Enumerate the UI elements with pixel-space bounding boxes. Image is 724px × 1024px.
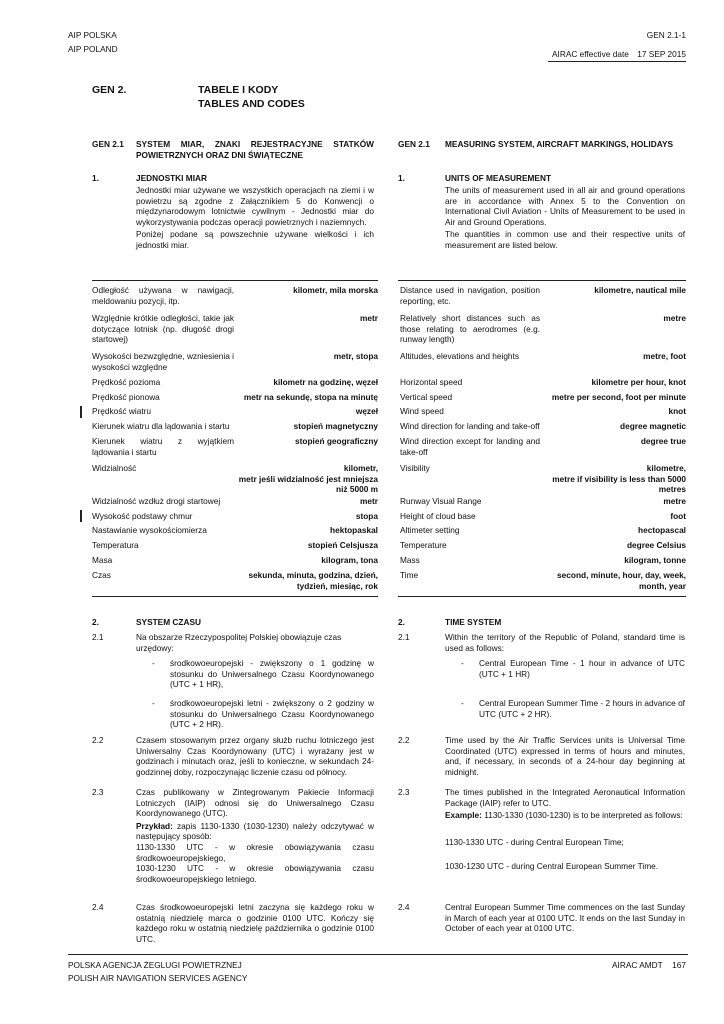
- quantity-pl: Widzialność: [92, 463, 137, 473]
- para-2-2-number-pl: 2.2: [92, 735, 104, 745]
- units-para2-pl: Poniżej podane są powszechnie używane wielkości i ich jednostki miar.: [136, 229, 374, 250]
- footer-rule: [68, 954, 688, 955]
- footer-agency-pl: POLSKA AGENCJA ŻEGLUGI POWIETRZNEJ: [68, 960, 242, 970]
- unit-en: metre, foot: [643, 351, 686, 361]
- units-para2-en: The quantities in common use and their respective units of measurement are listed below.: [445, 229, 685, 250]
- bullet-dash: -: [461, 658, 464, 668]
- unit-en: degree Celsius: [626, 540, 686, 550]
- unit-en: metre: [663, 496, 686, 506]
- quantity-en: Vertical speed: [400, 392, 453, 402]
- section-code-en: GEN 2.1: [398, 139, 430, 149]
- page-title-pl: TABELE I KODY: [198, 84, 279, 96]
- example-en: [445, 810, 685, 821]
- quantity-en: Temperature: [400, 540, 447, 550]
- example-line1-pl: 1130-1330 UTC - w okresie obowiązywania czasu środkowoeuropejskiego,: [136, 841, 374, 863]
- unit-en: second, minute, hour, day, week, month, year: [557, 570, 686, 591]
- quantity-pl: Wysokość podstawy chmur: [92, 511, 193, 521]
- quantity-en: Height of cloud base: [400, 511, 476, 521]
- change-bar: [80, 406, 82, 418]
- table-top-rule-pl: [92, 280, 378, 281]
- unit-en: degree true: [640, 436, 686, 446]
- para-2-1-number-pl: 2.1: [92, 632, 104, 642]
- para-2-1-en: Within the territory of the Republic of Poland, standard time is used as follows:: [445, 632, 685, 653]
- section-code-pl: GEN 2.1: [92, 139, 124, 149]
- unit-pl: stopień geograficzny: [295, 436, 378, 446]
- time-number-pl: 2.: [92, 617, 99, 627]
- unit-pl: węzeł: [355, 406, 378, 416]
- page-title: [198, 84, 305, 111]
- time-number-en: 2.: [398, 617, 405, 627]
- units-para1-pl: Jednostki miar używane we wszystkich operacjach na ziemi i w powietrzu są zgodne z Załącznikiem 5 do Konwencji o międzynarodowym lotnictwie cywilnym - Jednostki miar do wykorzystywania podczas operacji powietrznych i naziemnych.: [136, 185, 374, 227]
- units-number-pl: 1.: [92, 173, 99, 183]
- quantity-pl: Temperatura: [92, 540, 139, 550]
- quantity-en: Relatively short distances such as those relating to aerodromes (e.g. runway length): [400, 313, 540, 345]
- example-label-pl: Przykład:: [136, 820, 173, 831]
- unit-en: metre per second, foot per minute: [551, 392, 686, 402]
- para-2-1-pl: Na obszarze Rzeczypospolitej Polskiej obowiązuje czas urzędowy:: [136, 632, 342, 653]
- header-rule: [548, 61, 686, 62]
- quantity-pl: Czas: [92, 570, 111, 580]
- quantity-pl: Wysokości bezwzględne, wzniesienia i wysokości względne: [92, 351, 234, 372]
- units-number-en: 1.: [398, 173, 405, 183]
- unit-pl: stopa: [355, 511, 378, 521]
- example-text-pl: zapis 1130-1330 (1030-1230) należy odczytywać w następujący sposób:: [136, 820, 374, 842]
- unit-pl: sekunda, minuta, godzina, dzień, tydzień, miesiąc, rok: [248, 570, 378, 591]
- footer-agency-en: POLISH AIR NAVIGATION SERVICES AGENCY: [68, 973, 248, 983]
- unit-pl: kilogram, tona: [321, 555, 378, 565]
- units-intro-pl: [136, 185, 374, 251]
- quantity-pl: Nastawianie wysokościomierza: [92, 525, 207, 535]
- unit-pl: metr, stopa: [333, 351, 378, 361]
- para-2-3-text-en: The times published in the Integrated Aeronautical Information Package (IAIP) refer to UTC.: [445, 787, 685, 808]
- header-agency-pl: AIP POLSKA: [68, 30, 117, 40]
- bullet-dash: -: [152, 698, 155, 708]
- unit-en: kilogram, tonne: [624, 555, 686, 565]
- unit-pl: kilometr, mila morska: [293, 285, 378, 295]
- unit-en: degree magnetic: [620, 421, 686, 431]
- header-airac-date: 17 SEP 2015: [637, 49, 686, 59]
- table-bottom-rule-pl: [92, 596, 378, 597]
- quantity-pl: Prędkość wiatru: [92, 406, 152, 416]
- unit-pl: kilometr, metr jeśli widzialność jest mniejsza niż 5000 m: [238, 463, 378, 495]
- unit-en: kilometre, metre if visibility is less than 5000 metres: [552, 463, 686, 495]
- bullet-cest-en: Central European Summer Time - 2 hours in advance of UTC (UTC + 2 HR).: [479, 698, 685, 719]
- para-2-3-en: [445, 787, 685, 821]
- units-heading-en: UNITS OF MEASUREMENT: [445, 173, 552, 183]
- quantity-en: Altitudes, elevations and heights: [400, 351, 520, 361]
- unit-en: metre: [663, 313, 686, 323]
- change-bar: [80, 510, 82, 522]
- unit-pl: metr: [360, 313, 378, 323]
- quantity-en: Altimeter setting: [400, 525, 460, 535]
- quantity-pl: Prędkość pionowa: [92, 392, 160, 402]
- example-line2-pl: 1030-1230 UTC - w okresie obowiązywania czasu środkowoeuropejskiego letniego.: [136, 863, 374, 884]
- quantity-en: Horizontal speed: [400, 377, 463, 387]
- table-bottom-rule-en: [398, 596, 686, 597]
- units-intro-en: [445, 185, 685, 251]
- para-2-3-number-pl: 2.3: [92, 787, 104, 797]
- unit-en: kilometre per hour, knot: [591, 377, 686, 387]
- quantity-pl: Kierunek wiatru dla lądowania i startu: [92, 421, 230, 431]
- bullet-dash: -: [461, 698, 464, 708]
- example-line2-en: 1030-1230 UTC - during Central European Summer Time.: [445, 861, 659, 871]
- quantity-en: Time: [400, 570, 419, 580]
- example-label-en: Example:: [445, 810, 482, 821]
- para-2-4-en: Central European Summer Time commences on the last Sunday in March of each year at 0100 UTC. It ends on the last Sunday in October of each year at 0100 UTC.: [445, 902, 685, 934]
- page-title-en: TABLES AND CODES: [198, 97, 305, 110]
- section-title-en: MEASURING SYSTEM, AIRCRAFT MARKINGS, HOLIDAYS: [445, 139, 674, 149]
- para-2-1-number-en: 2.1: [398, 632, 410, 642]
- section-title-pl: SYSTEM MIAR, ZNAKI REJESTRACYJNE STATKÓW POWIETRZNYCH ORAZ DNI ŚWIĄTECZNE: [136, 139, 374, 160]
- unit-pl: stopień Celsjusza: [307, 540, 378, 550]
- page-title-code: GEN 2.: [92, 84, 127, 96]
- bullet-cet-pl: środkowoeuropejski - zwiększony o 1 godzinę w stosunku do Uniwersalnego Czasu Koordynowanego (UTC + 1 HR),: [170, 658, 374, 690]
- example-text-en: 1130-1330 (1030-1230) is to be interpreted as follows:: [484, 810, 683, 821]
- units-para1-en: The units of measurement used in all air and ground operations are in accordance with Annex 5 to the Convention on International Civil Aviation - Units of Measurement to be used in Air and Ground Operations.: [445, 185, 685, 227]
- bullet-cest-pl: środkowoeuropejski letni - zwiększony o 2 godziny w stosunku do Uniwersalnego Czasu Koordynowanego (UTC + 2 HR).: [170, 698, 374, 730]
- para-2-4-number-en: 2.4: [398, 902, 410, 912]
- quantity-en: Distance used in navigation, position reporting, etc.: [400, 285, 540, 306]
- quantity-en: Visibility: [400, 463, 430, 473]
- example-line1-en: 1130-1330 UTC - during Central European Time;: [445, 837, 624, 847]
- quantity-en: Wind speed: [400, 406, 444, 416]
- quantity-pl: Prędkość pozioma: [92, 377, 161, 387]
- units-heading-pl: JEDNOSTKI MIAR: [136, 173, 207, 183]
- unit-pl: metr na sekundę, stopa na minutę: [243, 392, 378, 402]
- header-page-ref: GEN 2.1-1: [646, 30, 686, 40]
- table-top-rule-en: [398, 280, 686, 281]
- time-heading-en: TIME SYSTEM: [445, 617, 502, 627]
- unit-pl: kilometr na godzinę, węzeł: [273, 377, 378, 387]
- para-2-2-number-en: 2.2: [398, 735, 410, 745]
- unit-pl: metr: [360, 496, 378, 506]
- quantity-pl: Kierunek wiatru z wyjątkiem lądowania i startu: [92, 436, 234, 457]
- quantity-pl: Masa: [92, 555, 113, 565]
- unit-pl: stopień magnetyczny: [293, 421, 378, 431]
- bullet-cet-en: Central European Time - 1 hour in advance of UTC (UTC + 1 HR): [479, 658, 685, 679]
- time-heading-pl: SYSTEM CZASU: [136, 617, 201, 627]
- footer-amdt-label: AIRAC AMDT: [612, 960, 663, 970]
- unit-pl: hektopaskal: [330, 525, 378, 535]
- para-2-4-number-pl: 2.4: [92, 902, 104, 912]
- quantity-pl: Widzialność wzdłuż drogi startowej: [92, 496, 221, 506]
- para-2-3-pl: [136, 787, 374, 884]
- para-2-3-text-pl: Czas publikowany w Zintegrowanym Pakiecie Informacji Lotniczych (IAIP) odnosi się do Uniwersalnego Czasu Koordynowanego (UTC).: [136, 787, 374, 819]
- quantity-en: Mass: [400, 555, 420, 565]
- quantity-en: Wind direction for landing and take-off: [400, 421, 540, 431]
- unit-en: kilometre, nautical mile: [594, 285, 686, 295]
- unit-en: hectopascal: [638, 525, 686, 535]
- unit-en: foot: [670, 511, 686, 521]
- example-pl: [136, 821, 374, 842]
- bullet-dash: -: [152, 658, 155, 668]
- para-2-4-pl: Czas środkowoeuropejski letni zaczyna się każdego roku w ostatnią niedzielę marca o godzinie 0100 UTC. Kończy się każdego roku w ostatnią niedzielę października o godzinie 0100 UTC.: [136, 902, 374, 944]
- quantity-en: Runway Visual Range: [400, 496, 482, 506]
- para-2-3-number-en: 2.3: [398, 787, 410, 797]
- quantity-pl: Względnie krótkie odległości, takie jak dotyczące lotnisk (np. długość drogi startowej): [92, 313, 234, 345]
- para-2-2-en: Time used by the Air Traffic Services units is Universal Time Coordinated (UTC) expressed in terms of hours and minutes, and, if necessary, in seconds of a 24-hour day beginning at midnight.: [445, 735, 685, 777]
- unit-en: knot: [668, 406, 686, 416]
- para-2-2-pl: Czasem stosowanym przez organy służb ruchu lotniczego jest Uniwersalny Czas Koordynowany (UTC) i wyrażany jest w godzinach i minutach oraz, jeśli to konieczne, w sekundach 24-godzinnej doby, rozpoczynając liczenie czasu od północy.: [136, 735, 374, 777]
- quantity-en: Wind direction except for landing and take-off: [400, 436, 540, 457]
- header-agency-en: AIP POLAND: [68, 44, 118, 54]
- quantity-pl: Odległość używana w nawigacji, meldowaniu pozycji, itp.: [92, 285, 234, 306]
- header-airac-label: AIRAC effective date: [552, 49, 629, 59]
- footer-page-number: 167: [672, 960, 686, 970]
